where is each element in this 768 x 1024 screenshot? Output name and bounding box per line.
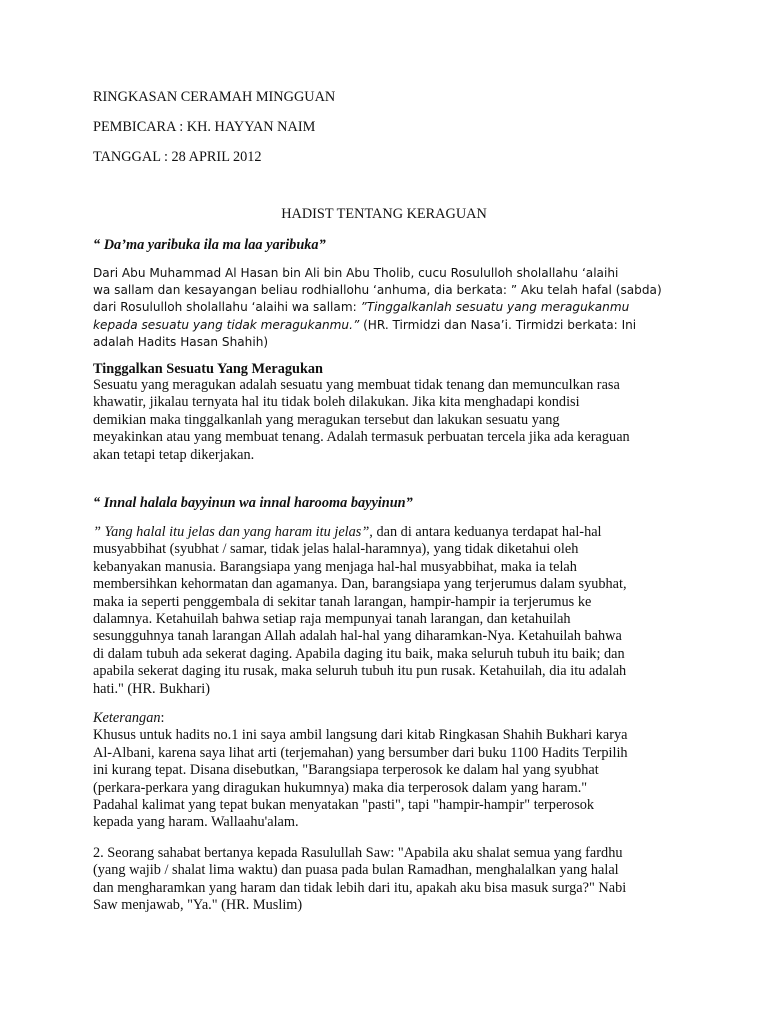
note-line: kepada yang haram. Wallaahu'alam. xyxy=(93,814,299,831)
section1-line: meyakinkan atau yang membuat tenang. Adalah termasuk perbuatan tercela jika ada keraguan xyxy=(93,429,630,446)
item2-line: dan mengharamkan yang haram dan tidak lebih dari itu, apakah aku bisa masuk surga?" Nabi xyxy=(93,879,627,896)
text-segment: wa sallam dan kesayangan beliau rodhiallohu ‘anhuma, dia berkata: ” Aku telah hafal (sabda) xyxy=(93,283,662,298)
section1-line: akan tetapi tetap dikerjakan. xyxy=(93,446,255,463)
hadith1-line-1 xyxy=(93,265,693,282)
italic-segment: kepada sesuatu yang tidak meragukanmu.” xyxy=(93,317,360,332)
section1-line: demikian maka tinggalkanlah yang meragukan tersebut dan lakukan sesuatu yang xyxy=(93,411,560,428)
text-segment: dan di antara keduanya terdapat hal-hal xyxy=(372,524,602,540)
hadith2-line: dalamnya. Ketahuilah bahwa setiap raja mempunyai tanah larangan, dan ketahuilah xyxy=(93,611,571,628)
note-label-line xyxy=(93,710,693,727)
section1-line: Sesuatu yang meragukan adalah sesuatu yang membuat tidak tenang dan memunculkan rasa xyxy=(93,377,620,393)
section1-heading: Tinggalkan Sesuatu Yang Meragukan xyxy=(93,361,324,377)
item2-line: 2. Seorang sahabat bertanya kepada Rasulullah Saw: "Apabila aku shalat semua yang fardhu xyxy=(93,845,623,861)
hadith2-line: sesungguhnya tanah larangan Allah adalah hal-hal yang diharamkan-Nya. Ketahuilah bahwa xyxy=(93,628,622,645)
item2-line: (yang wajib / shalat lima waktu) dan puasa pada bulan Ramadhan, menghalalkan yang halal xyxy=(93,862,619,879)
note-line: Padahal kalimat yang tepat bukan menyatakan "pasti", tapi "hampir-hampir" terperosok xyxy=(93,797,595,814)
section1-line: khawatir, jikalau ternyata hal itu tidak boleh dilakukan. Jika kita menghadapi kondisi xyxy=(93,394,580,411)
item2-paragraph xyxy=(93,845,693,915)
hadith2-line: hati." (HR. Bukhari) xyxy=(93,680,211,697)
date-line: TANGGAL : 28 APRIL 2012 xyxy=(93,149,262,165)
hadith2-paragraph xyxy=(93,524,693,698)
note-line: ini kurang tepat. Disana disebutkan, "Barangsiapa terperosok ke dalam hal yang syubhat xyxy=(93,762,599,779)
text-segment: Dari Abu Muhammad Al Hasan bin Ali bin Abu Tholib, cucu Rosululloh sholallahu ‘alaihi xyxy=(93,266,619,280)
hadith2-quote: “ Innal halala bayyinun wa innal harooma bayyinun” xyxy=(93,495,413,511)
note-paragraph xyxy=(93,710,693,832)
note-line: (perkara-perkara yang diragukan hukumnya) maka dia terperosok dalam yang haram." xyxy=(93,779,588,796)
hadith2-line: musyabbihat (syubhat / samar, tidak jelas halal-haramnya), yang tidak diketahui oleh xyxy=(93,541,579,558)
note-line: Al-Albani, karena saya lihat arti (terjemahan) yang bersumber dari buku 1100 Hadits Terpilih xyxy=(93,744,628,761)
speaker-line: PEMBICARA : KH. HAYYAN NAIM xyxy=(93,119,316,135)
note-line: Khusus untuk hadits no.1 ini saya ambil langsung dari kitab Ringkasan Shahih Bukhari karya xyxy=(93,727,628,744)
text-segment: (HR. Tirmidzi dan Nasa’i. Tirmidzi berkata: Ini xyxy=(359,317,637,332)
hadith2-line: kebanyakan manusia. Barangsiapa yang menjaga hal-hal musyabbihat, maka ia telah xyxy=(93,558,577,575)
note-label: Keterangan xyxy=(93,710,161,726)
text-segment: adalah Hadits Hasan Shahih) xyxy=(93,334,269,349)
italic-segment: ”Tinggalkanlah sesuatu yang meragukanmu xyxy=(360,300,630,315)
item2-line: Saw menjawab, "Ya." (HR. Muslim) xyxy=(93,897,303,914)
hadith1-line-5 xyxy=(93,334,693,351)
hadith1-line-4 xyxy=(93,317,693,334)
hadith1-quote: “ Da’ma yaribuka ila ma laa yaribuka” xyxy=(93,237,326,253)
main-title: HADIST TENTANG KERAGUAN xyxy=(281,206,487,222)
hadith2-line: apabila sekerat daging itu rusak, maka seluruh tubuh itu pun rusak. Ketahuilah, dia itu adalah xyxy=(93,663,627,680)
hadith2-line xyxy=(93,524,693,541)
hadith2-line: di dalam tubuh ada sekerat daging. Apabila daging itu baik, maka seluruh tubuh itu baik; dan xyxy=(93,645,625,662)
hadith2-line: membersihkan kehormatan dan agamanya. Dan, barangsiapa yang terjerumus dalam syubhat, xyxy=(93,576,627,593)
text-segment: dari Rosululloh sholallahu ‘alaihi wa sallam: xyxy=(93,300,361,315)
note-colon: : xyxy=(160,710,165,726)
hadith2-line: maka ia seperti penggembala di sekitar tanah larangan, hampir-hampir ia terjerumus ke xyxy=(93,593,592,610)
hadith1-paragraph xyxy=(93,265,693,351)
section1-paragraph xyxy=(93,377,693,464)
document-title: RINGKASAN CERAMAH MINGGUAN xyxy=(93,89,336,105)
italic-segment: ” Yang halal itu jelas dan yang haram itu jelas”, xyxy=(93,524,373,540)
hadith1-line-2 xyxy=(93,282,693,299)
hadith1-line-3 xyxy=(93,299,693,316)
